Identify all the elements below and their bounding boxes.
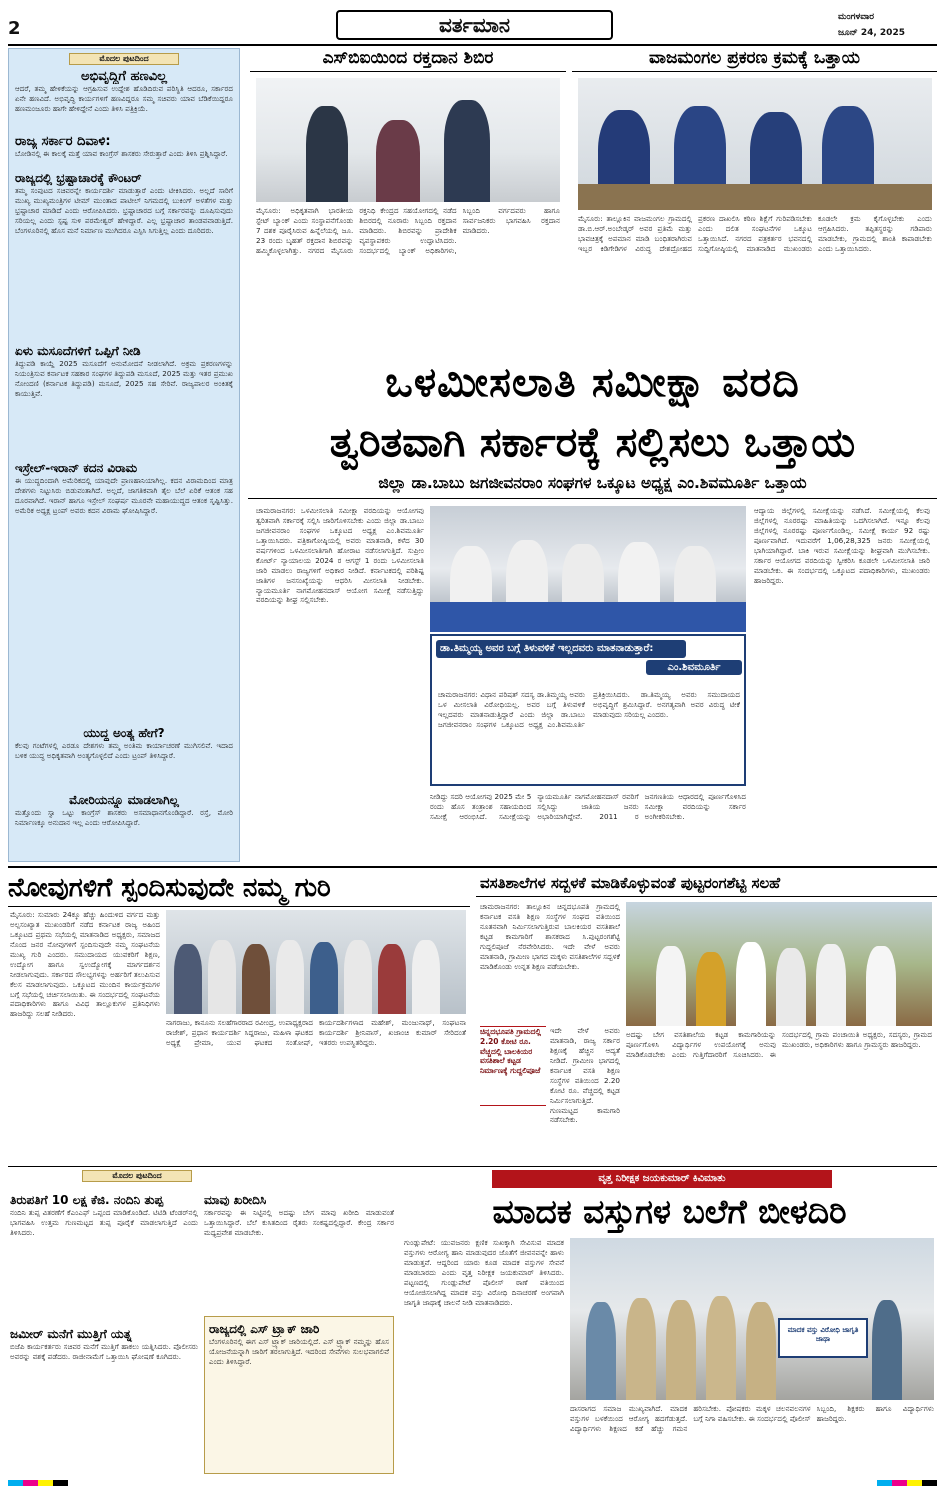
problems-photo xyxy=(166,910,466,1014)
lead-headline-line1: ಒಳಮೀಸಲಾತಿ ಸಮೀಕ್ಷಾ ವರದಿ xyxy=(385,358,800,406)
left-item-head: ಅಭಿವೃದ್ಧಿಗೆ ಹಣವಿಲ್ಲ xyxy=(80,69,168,84)
photo-person xyxy=(412,940,440,1014)
brief-head: ರಾಜ್ಯದಲ್ಲಿ ಎಸ್ ಟ್ರ್ಯಾಕ್ ಜಾರಿ xyxy=(209,1322,320,1336)
problems-body-right: ನಾಗರಾಜು, ಕಾನೂನು ಸಲಹೆಗಾರರಾದ ರವೀಂದ್ರ, ಉಪಾಧ್ಯಕ್ಷರಾದ ರಾಜೇಶ್, ಪ್ರಧಾನ ಕಾರ್ಯದರ್ಶಿ ಸಿದ್ದರಾಜು, ಮಹಿಳಾ ಘಟಕದ ಅಧ್ಯಕ್ಷೆ ಪ್ರೇಮಾ, ಯುವ ಘಟಕದ ಸಂತೋಷ್, ಕಾರ್ಯದರ್ಶಿಗಳಾದ ಮಹೇಶ್, ಮಂಜುನಾಥ್, ಸಂಘಟನಾ ಕಾರ್ಯದರ್ಶಿ ಶ್ರೀನಿವಾಸ್, ಖಜಾಂಚಿ ಕುಮಾರ್ ಸೇರಿದಂತೆ ಇತರರು ಉಪಸ್ಥಿತರಿದ್ದರು. xyxy=(166,1018,466,1047)
awareness-banner-text: ಮಾದಕ ವಸ್ತು ವಿರೋಧಿ ಜಾಗೃತಿ ಜಾಥಾ xyxy=(787,1326,859,1343)
brief-body: ಬೆಂಗಳೂರಿನಲ್ಲಿ ಈಗ ಎಸ್ ಟ್ರ್ಯಾಕ್ ಜಾರಿಯಲ್ಲಿದೆ. ಎಸ್ ಟ್ರ್ಯಾಕ್ ನಮ್ಮನ್ನು ಹೊಸ ಯೋಜನೆಯನ್ನಾಗಿ ಜಾರಿಗೆ ತರಲಾಗುತ್ತಿದೆ. ಇದರಿಂದ ಸೇವೆಗಳು ಸುಲಭವಾಗಲಿವೆ ಎಂದು ತಿಳಿಸಿದ್ದಾರೆ. xyxy=(209,1337,389,1366)
lead-body-right: ಆದ್ಯಾಯ ಜಿಲ್ಲೆಗಳಲ್ಲಿ ಸಮೀಕ್ಷೆಯನ್ನು ನಡೆಸಿದೆ. ಸಮೀಕ್ಷೆಯಲ್ಲಿ ಕೆಲವು ಜಿಲ್ಲೆಗಳಲ್ಲಿ ನೂರರಷ್ಟು ಮಾಹಿತಿಯನ್ನು ಒದಗಿಸಲಾಗಿದೆ. ಇನ್ನೂ ಕೆಲವು ಜಿಲ್ಲೆಗಳಲ್ಲಿ ನೂರರಷ್ಟು ಪೂರ್ಣಗೊಂಡಿಲ್ಲ. ಸಮೀಕ್ಷೆ ಕಾರ್ಯ 92 ರಷ್ಟು ಪೂರ್ಣವಾಗಿದೆ. ಇದುವರೆಗೆ 1,06,28,325 ಜನರು ಸಮೀಕ್ಷೆಯಲ್ಲಿ ಭಾಗಿಯಾಗಿದ್ದಾರೆ. ಬಾಕಿ ಇರುವ ಸಮೀಕ್ಷೆಯನ್ನು ಶೀಘ್ರವಾಗಿ ಮುಗಿಸಬೇಕು. ಸರ್ಕಾರ ಆಯೋಗದ ವರದಿಯನ್ನು ಸ್ವೀಕರಿಸಿ ಕೂಡಲೇ ಒಳಮೀಸಲಾತಿ ಜಾರಿ ಮಾಡಬೇಕು. ಈ ಸಂದರ್ಭದಲ್ಲಿ ಒಕ್ಕೂಟದ ಪದಾಧಿಕಾರಿಗಳು, ಮುಖಂಡರು ಹಾಜರಿದ್ದರು. xyxy=(754,506,930,585)
blood-camp-article xyxy=(250,48,566,348)
left-item-body: ಆದರೆ, ತಮ್ಮ ಹೇಳಿಕೆಯನ್ನು ಆಗ್ರಹಿಸುವ ಉದ್ದೇಶ ಹೊಡಿದಿರುವ ಪರಿಸ್ಥಿತಿ ಆದರೂ, ಸರ್ಕಾರದ ಏನೇ ಹಣವಿದೆ. ಅಭಿವೃದ್ಧಿ ಕಾರ್ಯಗಳಿಗೆ ಹಣವಿದ್ದರೂ ಸಮ್ಮ ಸಚಿವರು ಯಾವ ಬೆಡಿಕೆಯಿದ್ದರೂ ಹಣಮಂಜೂರು ಹಾಗೇ ಹೇಳಿದ್ದೇನೆ ಎಂದು ತಿಳಿಸಿ ಪತ್ರಿಕ್ರಿಯೆ. xyxy=(15,84,233,113)
left-item xyxy=(15,793,233,848)
photo-person xyxy=(310,942,338,1014)
photo-person xyxy=(242,944,270,1014)
left-kicker: ಮೊದಲ ಪುಟದಿಂದ xyxy=(69,53,179,65)
left-item xyxy=(15,726,233,793)
problems-body-top: ಮೈಸೂರು: ಸುಮಾರು 24ಕ್ಕೂ ಹೆಚ್ಚು ಹಿಂದುಳಿದ ವರ್ಗದ ಮತ್ತು ಅಲ್ಪಸಂಖ್ಯಾತ ಮುಖಂಡರಿಗೆ ನಡೆದ ಕರ್ನಾಟಕ ರಾಜ್ಯ ಅಹಿಂದ ಒಕ್ಕೂಟದ ಪ್ರಥಮ ಸಭೆಯಲ್ಲಿ ಮಾತನಾಡಿದ ಅಧ್ಯಕ್ಷರು, ಸಮಾಜದ ನೊಂದ ಜನರ ನೋವುಗಳಿಗೆ ಸ್ಪಂದಿಸುವುದೇ ನಮ್ಮ ಸಂಘಟನೆಯ ಮುಖ್ಯ ಗುರಿ ಎಂದರು. ಸಮುದಾಯದ ಯುವಕರಿಗೆ ಶಿಕ್ಷಣ, ಉದ್ಯೋಗ ಹಾಗೂ ಸ್ವಉದ್ಯೋಗಕ್ಕೆ ಮಾರ್ಗದರ್ಶನ ನೀಡಲಾಗುವುದು. ಸರ್ಕಾರದ ಸೌಲಭ್ಯಗಳನ್ನು ಅರ್ಹರಿಗೆ ತಲುಪಿಸುವ ಕೆಲಸ ಮಾಡಲಾಗುವುದು. ಒಕ್ಕೂಟದ ಮುಂದಿನ ಕಾರ್ಯಕ್ರಮಗಳ ಬಗ್ಗೆ ಸಭೆಯಲ್ಲಿ ಚರ್ಚಿಸಲಾಯಿತು. ಈ ಸಂದರ್ಭದಲ್ಲಿ ಸಂಘಟನೆಯ ಪದಾಧಿಕಾರಿಗಳು ಹಾಗೂ ವಿವಿಧ ತಾಲ್ಲೂಕುಗಳ ಪ್ರತಿನಿಧಿಗಳು ಹಾಜರಿದ್ದು ಸಲಹೆ ನೀಡಿದರು. xyxy=(10,910,160,1019)
brief-body: ನಂದಿನಿ ತುಪ್ಪ ವಿತರಣೆಗೆ ಕೆಎಂಎಫ್ ಒಪ್ಪಂದ ಮಾಡಿಕೊಂಡಿದೆ. ಟಿಟಿಡಿ ಟೆಂಡರ್‌ನಲ್ಲಿ ಭಾಗವಹಿಸಿ ಉತ್ತಮ ಗುಣಮಟ್ಟದ ತುಪ್ಪ ಪೂರೈಕೆ ಮಾಡಲಾಗುತ್ತಿದೆ ಎಂದು ತಿಳಿಸಿದರು. xyxy=(10,1208,198,1237)
problems-story xyxy=(8,870,470,1164)
left-item-body: ತಿದ್ದುಪಡಿ ಕಾಯ್ದೆ 2025 ಮಸೂದೆಗೆ ಅನುಮೋದನೆ ನೀಡಲಾಗಿದೆ. ಅಕ್ರಮ ಪ್ರಕರಣಗಳನ್ನು ನಿಯಂತ್ರಿಸುವ ಕರ್ನಾಟಕ ಸಹಕಾರ ಸಂಘಗಳ ತಿದ್ದುಪಡಿ ಮಸೂದೆ, 2025 ಮತ್ತು ಇತರ ಪ್ರಮುಖ ನೋಂದಣಿ (ಕರ್ನಾಟಕ ತಿದ್ದುಪಡಿ) ಮಸೂದೆ, 2025 ಸಹ ಸೇರಿವೆ. ರಾಜ್ಯಪಾಲರ ಅಂಕಿತಕ್ಕೆ ಕಾಯುತ್ತಿವೆ. xyxy=(15,359,233,398)
lead-body-left: ಚಾಮರಾಜನಗರ: ಒಳಮೀಸಲಾತಿ ಸಮೀಕ್ಷಾ ವರದಿಯನ್ನು ಆಯೋಗವು ತ್ವರಿತವಾಗಿ ಸರ್ಕಾರಕ್ಕೆ ಸಲ್ಲಿಸಿ ಜಾರಿಗೊಳಿಸಬೇಕು ಎಂದು ಜಿಲ್ಲಾ ಡಾ.ಬಾಬು ಜಗಜೀವನರಾಂ ಸಂಘಗಳ ಒಕ್ಕೂಟದ ಅಧ್ಯಕ್ಷ ಎಂ.ಶಿವಮೂರ್ತಿ ಒತ್ತಾಯಿಸಿದರು. ಪತ್ರಿಕಾಗೋಷ್ಠಿಯಲ್ಲಿ ಅವರು ಮಾತನಾಡಿ, ಕಳೆದ 30 ವರ್ಷಗಳಿಂದ ಒಳಮೀಸಲಾತಿಗಾಗಿ ಹೋರಾಟ ನಡೆಸಲಾಗುತ್ತಿದೆ. ಸುಪ್ರೀಂ ಕೋರ್ಟ್ ನ್ಯಾಯಾಲಯ 2024 ರ ಆಗಸ್ಟ್ 1 ರಂದು ಒಳಮೀಸಲಾತಿ ಜಾರಿ ಮಾಡಲು ರಾಜ್ಯಗಳಿಗೆ ಅಧಿಕಾರ ನೀಡಿದೆ. ಕರ್ನಾಟಕದಲ್ಲಿ ಪರಿಶಿಷ್ಟ ಜಾತಿಗಳ ಜನಸಂಖ್ಯೆಯನ್ನು ಆಧರಿಸಿ ಮೀಸಲಾತಿ ನೀಡಬೇಕು. ನ್ಯಾಯಮೂರ್ತಿ ನಾಗಮೋಹನದಾಸ್ ಆಯೋಗ ಸಮೀಕ್ಷೆ ನಡೆಸುತ್ತಿದ್ದು ವರದಿಯನ್ನು ಶೀಘ್ರ ಸಲ್ಲಿಸಬೇಕು. xyxy=(256,506,424,605)
photo-person xyxy=(706,1296,736,1400)
lead-body-bottom: ನೀಡಿದ್ದು ಸದರಿ ಆಯೋಗವು 2025 ಮೇ 5 ರಂದು ಹೊಸ ತಂತ್ರಾಂಶ ಸಹಾಯದಿಂದ ಸಮೀಕ್ಷೆ ಆರಂಭಿಸಿದೆ. ಸಮೀಕ್ಷೆಯನ್ನು ನ್ಯಾಯಮೂರ್ತಿ ನಾಗಮೋಹನದಾಸ್ ರವರಿಗೆ ಸಲ್ಲಿಸಿದ್ದು ಜಾತಿಯ ಜನರು ಅಭಾರಿಯಾಗಿದ್ದೇವೆ. 2011 ರ ಜನಗಣತಿಯ ಆಧಾರದಲ್ಲಿ ಪೂರ್ಣಗೊಳಿಸಿದ ಸಮೀಕ್ಷಾ ವರದಿಯನ್ನು ಸರ್ಕಾರ ಅಂಗೀಕರಿಸಬೇಕು. xyxy=(430,792,746,821)
hostel-body-mid: ಇದೇ ವೇಳೆ ಅವರು ಮಾತನಾಡಿ, ರಾಜ್ಯ ಸರ್ಕಾರ ಶಿಕ್ಷಣಕ್ಕೆ ಹೆಚ್ಚಿನ ಆದ್ಯತೆ ನೀಡಿದೆ. ಗ್ರಾಮೀಣ ಭಾಗದಲ್ಲಿ ಕರ್ನಾಟಕ ವಸತಿ ಶಿಕ್ಷಣ ಸಂಸ್ಥೆಗಳ ವತಿಯಿಂದ 2.20 ಕೋಟಿ ರೂ. ವೆಚ್ಚದಲ್ಲಿ ಕಟ್ಟಡ ನಿರ್ಮಿಸಲಾಗುತ್ತಿದೆ. ಗುಣಮಟ್ಟದ ಕಾಮಗಾರಿ ನಡೆಸಬೇಕು. xyxy=(550,1026,620,1125)
photo-person xyxy=(174,944,202,1014)
photo-person xyxy=(208,940,236,1014)
photo-person xyxy=(696,952,726,1026)
hostel-body-bottom: ಅದಷ್ಟು ಬೇಗ ವಸತಿಶಾಲೆಯ ಕಟ್ಟಡ ಕಾಮಗಾರಿಯನ್ನು ಪೂರ್ಣಗೊಳಿಸಿ ವಿದ್ಯಾರ್ಥಿಗಳ ಉಪಯೋಗಕ್ಕೆ ಅನುವು ಮಾಡಿಕೊಡಬೇಕು ಎಂದು ಗುತ್ತಿಗೆದಾರರಿಗೆ ಸೂಚಿಸಿದರು. ಈ ಸಂದರ್ಭದಲ್ಲಿ ಗ್ರಾಮ ಪಂಚಾಯಿತಿ ಅಧ್ಯಕ್ಷರು, ಸದಸ್ಯರು, ಗ್ರಾಮದ ಮುಖಂಡರು, ಅಧಿಕಾರಿಗಳು ಹಾಗೂ ಗ್ರಾಮಸ್ಥರು ಹಾಜರಿದ್ದರು. xyxy=(626,1030,932,1059)
drug-photo xyxy=(570,1238,934,1400)
brief-head: ಜಮೀರ್ ಮನೆಗೆ ಮುತ್ತಿಗೆ ಯತ್ನ xyxy=(10,1327,132,1341)
left-item-head: ಯುದ್ಧ ಅಂತ್ಯ ಹೇಗೆ? xyxy=(83,726,165,740)
blood-camp-photo xyxy=(256,78,560,202)
left-item-body: ಮತ್ತೊಂದು ಸ್ವಾ ಒಟ್ಟು ಕಾಂಗ್ರೆಸ್ ಶಾಸಕರು ಅಸಮಾಧಾನಗೊಂಡಿದ್ದಾರೆ. ರಸ್ತೆ, ಮೋರಿ ನಿರ್ಮಾಣಕ್ಕೂ ಅನುದಾನ ಇಲ್ಲ ಎಂದು ಆರೋಪಿಸಿದ್ದಾರೆ. xyxy=(15,808,233,827)
hostel-pull-quote xyxy=(480,1026,546,1106)
photo-person xyxy=(344,940,372,1014)
photo-person xyxy=(376,120,420,202)
photo-person xyxy=(776,948,806,1026)
left-item xyxy=(15,69,233,134)
case-demand-headline: ವಾಜಮಂಗಲ ಪ್ರಕರಣ ಕ್ರಮಕ್ಕೆ ಒತ್ತಾಯ xyxy=(572,48,937,72)
case-demand-article xyxy=(572,48,937,348)
left-item xyxy=(15,134,233,171)
photo-person xyxy=(736,942,766,1026)
drug-strap-text: ವೃತ್ತ ನಿರೀಕ್ಷಕ ಜಯಕುಮಾರ್ ಕಿವಿಮಾತು xyxy=(598,1173,726,1184)
drug-strap xyxy=(492,1170,832,1188)
hostel-pull-quote-text: ಚಿನ್ನದಭೂಪತಿ ಗ್ರಾಮದಲ್ಲಿ 2.20 ಕೋಟಿ ರೂ. ವೆಚ್ಚದಲ್ಲಿ ಬಾಲಕಿಯರ ವಸತಿಶಾಲೆ ಕಟ್ಟಡ ನಿರ್ಮಾಣಕ್ಕೆ ಗುದ್ದಲಿಪೂಜೆ xyxy=(480,1027,542,1075)
left-item-body: ಕೆಲವು ಗಂಟೆಗಳಲ್ಲಿ ಎರಡೂ ದೇಶಗಳು ತಮ್ಮ ಅಂತಿಮ ಕಾರ್ಯಾಚರಣೆ ಮುಗಿಸಲಿವೆ. ಇದಾದ ಬಳಿಕ ಯುದ್ಧ ಅಧಿಕೃತವಾಗಿ ಅಂತ್ಯಗೊಳ್ಳಲಿದೆ ಎಂದು ಟ್ರಂಪ್ ತಿಳಿಸಿದ್ದಾರೆ. xyxy=(15,741,233,760)
box-body: ಚಾಮರಾಜನಗರ: ವಿಧಾನ ಪರಿಷತ್ ಸದಸ್ಯ ಡಾ.ತಿಮ್ಮಯ್ಯ ಅವರು ಒಳ ಮೀಸಲಾತಿ ವಿರೋಧಿಯಲ್ಲ. ಅವರ ಬಗ್ಗೆ ತಿಳುವಳಿಕೆ ಇಲ್ಲದವರು ಮಾತನಾಡುತ್ತಿದ್ದಾರೆ ಎಂದು ಜಿಲ್ಲಾ ಡಾ.ಬಾಬು ಜಗಜೀವನರಾಂ ಸಂಘಗಳ ಒಕ್ಕೂಟದ ಅಧ್ಯಕ್ಷ ಎಂ.ಶಿವಮೂರ್ತಿ ಪ್ರತಿಕ್ರಿಯಿಸಿದರು. ಡಾ.ತಿಮ್ಮಯ್ಯ ಅವರು ಸಮುದಾಯದ ಅಭಿವೃದ್ಧಿಗೆ ಶ್ರಮಿಸಿದ್ದಾರೆ. ಅನಗತ್ಯವಾಗಿ ಅವರ ವಿರುದ್ಧ ಟೀಕೆ ಮಾಡುವುದು ಸರಿಯಲ್ಲ ಎಂದರು. xyxy=(438,690,740,729)
problems-headline: ನೋವುಗಳಿಗೆ ಸ್ಪಂದಿಸುವುದೇ ನಮ್ಮ ಗುರಿ xyxy=(8,870,470,907)
s-track-box xyxy=(204,1316,394,1474)
paper-name: ವರ್ತಮಾನ xyxy=(439,13,510,37)
brief-body: ಸರ್ಕಾರವನ್ನು ಈ ನಿಟ್ಟಿನಲ್ಲಿ ಅದಷ್ಟು ಬೇಗ ಮಾವು ಖರೀದಿ ಮಾಡುವಂತೆ ಒತ್ತಾಯಿಸಿದ್ದಾರೆ. ಬೆಲೆ ಕುಸಿತದಿಂದ ರೈತರು ಸಂಕಷ್ಟದಲ್ಲಿದ್ದಾರೆ. ಕೇಂದ್ರ ಸರ್ಕಾರ ಮಧ್ಯಪ್ರವೇಶ ಮಾಡಬೇಕು. xyxy=(204,1208,394,1237)
tymmayya-box xyxy=(430,634,746,786)
left-column xyxy=(8,48,240,862)
photo-person xyxy=(666,1300,696,1400)
lead-subhead: ಜಿಲ್ಲಾ ಡಾ.ಬಾಬು ಜಗಜೀವನರಾಂ ಸಂಘಗಳ ಒಕ್ಕೂಟ ಅಧ್ಯಕ್ಷ ಎಂ.ಶಿವಮೂರ್ತಿ ಒತ್ತಾಯ xyxy=(248,472,937,499)
page-number: 2 xyxy=(8,18,21,39)
masthead-logo xyxy=(336,10,613,40)
color-registration-strip xyxy=(877,1480,937,1486)
lead-story xyxy=(248,352,937,864)
drug-headline: ಮಾದಕ ವಸ್ತುಗಳ ಬಲೆಗೆ ಬೀಳದಿರಿ xyxy=(492,1192,847,1231)
brief-column xyxy=(10,1192,198,1474)
case-demand-photo xyxy=(578,78,932,210)
hostel-body-left: ಚಾಮರಾಜನಗರ: ತಾಲ್ಲೂಕಿನ ಚಿನ್ನದಭೂಪತಿ ಗ್ರಾಮದಲ್ಲಿ ಕರ್ನಾಟಕ ವಸತಿ ಶಿಕ್ಷಣ ಸಂಸ್ಥೆಗಳ ಸಂಘದ ವತಿಯಿಂದ ನೂತನವಾಗಿ ನಿರ್ಮಿಸಲಾಗುತ್ತಿರುವ ಬಾಲಕಿಯರ ವಸತಿಶಾಲೆ ಕಟ್ಟಡ ಕಾಮಗಾರಿಗೆ ಶಾಸಕರಾದ ಸಿ.ಪುಟ್ಟರಂಗಶೆಟ್ಟಿ ಗುದ್ದಲಿಪೂಜೆ ನೆರವೇರಿಸಿದರು. ಇದೇ ವೇಳೆ ಅವರು ಮಾತನಾಡಿ, ಗ್ರಾಮೀಣ ಭಾಗದ ಮಕ್ಕಳು ವಸತಿಶಾಲೆಗಳ ಸದ್ಬಳಕೆ ಮಾಡಿಕೊಂಡು ಉನ್ನತ ಶಿಕ್ಷಣ ಪಡೆಯಬೇಕು. xyxy=(480,902,620,971)
masthead-date: ಜೂನ್ 24, 2025 xyxy=(838,28,905,38)
awareness-banner xyxy=(778,1318,868,1358)
left-item-body: ಬೋಡಿನಲ್ಲಿ ಈ ಕಾಲಕ್ಕೆ ಮತ್ತೆ ಯಾವ ಕಾಂಗ್ರೆಸ್ ಶಾಸಕರು ಸೇರುತ್ತಾರೆ ಎಂದು ತಿಳಿಸಿ ಪ್ರಶ್ನಿಸಿದ್ದಾರೆ. xyxy=(15,149,228,158)
drug-body-bottom: ದಾಸರಾಗದ ಸಮಾಜ ಮುಖ್ಯವಾಗಿದೆ. ಮಾದಕ ವಸ್ತುಗಳ ಬಳಕೆಯಿಂದ ಆರೋಗ್ಯ ಹದಗೆಡುತ್ತದೆ. ವಿದ್ಯಾರ್ಥಿಗಳು ಶಿಕ್ಷಣದ ಕಡೆ ಹೆಚ್ಚು ಗಮನ ಹರಿಸಬೇಕು. ಪೋಷಕರು ಮಕ್ಕಳ ಚಲನವಲನಗಳ ಬಗ್ಗೆ ನಿಗಾ ವಹಿಸಬೇಕು. ಈ ಸಂದರ್ಭದಲ್ಲಿ ಪೊಲೀಸ್ ಸಿಬ್ಬಂದಿ, ಶಿಕ್ಷಕರು ಹಾಗೂ ವಿದ್ಯಾರ್ಥಿಗಳು ಹಾಜರಿದ್ದರು. xyxy=(570,1404,934,1433)
brief-body: ಬಿಜೆಪಿ ಕಾರ್ಯಕರ್ತರು ಸಚಿವರ ಮನೆಗೆ ಮುತ್ತಿಗೆ ಹಾಕಲು ಯತ್ನಿಸಿದರು. ಪೊಲೀಸರು ಅವರನ್ನು ವಶಕ್ಕೆ ಪಡೆದರು. ರಾಜೀನಾಮೆಗೆ ಒತ್ತಾಯಿಸಿ ಘೋಷಣೆ ಕೂಗಿದರು. xyxy=(10,1342,198,1361)
left-item-body: ಈ ಯುದ್ಧದಿಂದಾಗಿ ಅಮೆರಿಕದಲ್ಲಿ ಯಾವುದೇ ಪ್ರಾಣಹಾನಿಯಾಗಿಲ್ಲ. ಕದನ ವಿರಾಮದಿಂದ ಮಾತ್ರ ದೇಶಗಳು ನಿಟ್ಟುಸಿರು ಬಿಡುವಂತಾಗಿದೆ. ಅಲ್ಲದೆ, ಜಾಗತಿಕವಾಗಿ ತೈಲ ಬೆಲೆ ಏರಿಕೆ ಆತಂಕ ಸಹ ದೂರವಾಗಿದೆ. ಇರಾನ್ ಹಾಗೂ ಇಸ್ರೇಲ್ ಸಂಘರ್ಷ ಮೂರನೇ ಮಹಾಯುದ್ಧದ ಆತಂಕ ಸೃಷ್ಟಿಸಿತ್ತು. ಅಮೆರಿಕ ಅಧ್ಯಕ್ಷ ಟ್ರಂಪ್ ಅವರು ಕದನ ವಿರಾಮ ಘೋಷಿಸಿದ್ದಾರೆ. xyxy=(15,476,233,515)
color-registration-strip xyxy=(8,1480,68,1486)
left-item-head: ಮೋರಿಯನ್ನೂ ಮಾಡಲಾಗಿಲ್ಲ xyxy=(69,793,179,807)
bottom-left-briefs xyxy=(8,1168,396,1476)
left-item-head: ರಾಜ್ಯ ಸರ್ಕಾರ ದಿವಾಳಿ: xyxy=(15,134,111,149)
drug-story xyxy=(402,1168,937,1476)
blood-camp-headline: ಎಸ್‌ಬಿಐಯಿಂದ ರಕ್ತದಾನ ಶಿಬಿರ xyxy=(250,48,566,72)
photo-person xyxy=(378,944,406,1014)
photo-person xyxy=(626,1298,656,1400)
masthead-rule xyxy=(8,44,937,46)
section-rule xyxy=(8,1166,937,1167)
left-item xyxy=(15,461,233,726)
left-item-head: ಏಳು ಮಸೂದೆಗಳಿಗೆ ಒಪ್ಪಿಗೆ ನೀಡಿ xyxy=(15,344,141,358)
hostel-headline: ವಸತಿಶಾಲೆಗಳ ಸದ್ಬಳಕೆ ಮಾಡಿಕೊಳ್ಳುವಂತೆ ಪುಟ್ಟರಂಗಶೆಟ್ಟಿ ಸಲಹೆ xyxy=(476,870,937,897)
photo-person xyxy=(656,946,686,1026)
hostel-story xyxy=(476,870,937,1164)
left-item xyxy=(15,344,233,461)
photo-person xyxy=(444,100,490,202)
photo-person xyxy=(872,1300,902,1400)
blood-camp-body: ಮೈಸೂರು: ಅಧಿಕೃತವಾಗಿ ಭಾರತೀಯ ಸ್ಟೇಟ್ ಬ್ಯಾಂಕ್ ಎಂದು ಸಂಸ್ಥಾಪನೆಗೊಂಡು 7 ದಶಕ ಪೂರೈಸಿರುವ ಹಿನ್ನೆಲೆಯಲ್ಲಿ ಜೂ. 23 ರಂದು ಬೃಹತ್ ರಕ್ತದಾನ ಶಿಬಿರವನ್ನು ಹಮ್ಮಿಕೊಳ್ಳಲಾಗಿತ್ತು. ನಗರದ ಮೈಸೂರು ರಕ್ತನಿಧಿ ಕೇಂದ್ರದ ಸಹಯೋಗದಲ್ಲಿ ನಡೆದ ಶಿಬಿರದಲ್ಲಿ ನೂರಾರು ಸಿಬ್ಬಂದಿ ರಕ್ತದಾನ ಮಾಡಿದರು. ಶಿಬಿರವನ್ನು ಪ್ರಾದೇಶಿಕ ವ್ಯವಸ್ಥಾಪಕರು ಉದ್ಘಾಟಿಸಿದರು. ಸಂದರ್ಭದಲ್ಲಿ ಬ್ಯಾಂಕ್ ಅಧಿಕಾರಿಗಳು, ಸಿಬ್ಬಂದಿ ವರ್ಗದವರು ಹಾಗೂ ಸಾರ್ವಜನಿಕರು ಭಾಗವಹಿಸಿ ರಕ್ತದಾನ ಮಾಡಿದರು. xyxy=(256,206,560,255)
brief-head: ಮಾವು ಖರೀದಿಸಿ xyxy=(204,1193,267,1207)
bottom-kicker: ಮೊದಲ ಪುಟದಿಂದ xyxy=(82,1170,192,1182)
left-item xyxy=(15,171,233,344)
box-title-left: ಡಾ.ತಿಮ್ಮಯ್ಯ ಅವರ ಬಗ್ಗೆ ತಿಳುವಳಿಕೆ ಇಲ್ಲದವರು ಮಾತನಾಡುತ್ತಾರೆ: xyxy=(436,640,686,658)
table-cloth xyxy=(430,602,746,632)
lead-photo xyxy=(430,506,746,632)
photo-person xyxy=(866,946,896,1026)
hostel-photo xyxy=(626,902,932,1026)
brief-column xyxy=(204,1192,394,1474)
photo-person xyxy=(816,944,846,1026)
drug-body-left: ಗುಂಡ್ಲುಪೇಟೆ: ಯುವಜನರು ಕ್ಷಣಿಕ ಸುಖಕ್ಕಾಗಿ ಸೇವಿಸುವ ಮಾದಕ ವಸ್ತುಗಳು ಆರೋಗ್ಯ ಹಾನಿ ಮಾಡುವುದರ ಜೊತೆಗೆ ಜೀವನವನ್ನೇ ಹಾಳು ಮಾಡುತ್ತವೆ. ಆದ್ದರಿಂದ ಯಾರು ಕೂಡ ಮಾದಕ ವಸ್ತುಗಳ ಸೇವನೆ ಮಾಡಬಾರದು ಎಂದು ವೃತ್ತ ನಿರೀಕ್ಷಕ ಜಯಕುಮಾರ್ ತಿಳಿಸಿದರು. ಪಟ್ಟಣದಲ್ಲಿ ಗುಂಡ್ಲುಪೇಟೆ ಪೊಲೀಸ್ ಠಾಣೆ ವತಿಯಿಂದ ಆಯೋಜಿಸಲಾಗಿದ್ದ ಮಾದಕ ವಸ್ತು ವಿರೋಧಿ ದಿನಾಚರಣೆ ಅಂಗವಾಗಿ ಜಾಗೃತಿ ಜಾಥಾಕ್ಕೆ ಚಾಲನೆ ನೀಡಿ ಮಾತನಾಡಿದರು. xyxy=(404,1238,564,1307)
photo-person xyxy=(306,106,348,202)
lead-headline-line2: ತ್ವರಿತವಾಗಿ ಸರ್ಕಾರಕ್ಕೆ ಸಲ್ಲಿಸಲು ಒತ್ತಾಯ xyxy=(329,418,856,466)
table-edge xyxy=(578,184,932,210)
photo-person xyxy=(276,940,304,1014)
masthead-day: ಮಂಗಳವಾರ xyxy=(838,12,875,22)
photo-person xyxy=(586,1302,616,1400)
left-item-body: ತಮ್ಮ ಸಂಪುಟದ ಸಚಿವರನ್ನೇ ಕಾರ್ಯದರ್ಶಿ ಮಾಡುತ್ತಾರೆ ಎಂದು ಟೀಕಿಸಿದರು. ಅಲ್ಲದೆ ಸಾರಿಗೆ ಮುಖ್ಯ ಮುಖ್ಯಮಂತ್ರಿಗಳ ಟೀಮ್ ಮುಂತಾದ ಪಾಟೀಲ್ ನಿಗಮದಲ್ಲಿ ಬುಕಿಂಗ್ ಅಳತೆಗಳ ಮತ್ತು ಭ್ರಷ್ಟಾಚಾರ ಮಾಡಿದೆ ಎಂದು ಆರೋಪಿಸಿದರು. ಭ್ರಷ್ಟಾಚಾರದ ಬಗ್ಗೆ ಸರ್ಕಾರವನ್ನು ದೂಷಿಸುವುದು ಸರಿಯಲ್ಲ ಎಂದು ಸ್ಪಷ್ಟ ಸುಳಿ ಪರಮೇಶ್ವರ್ ಹೇಳಿದ್ದಾರೆ. ಎಲ್ಲ ಭ್ರಷ್ಟಾಚಾರ ತಾಂಡವವಾಡುತ್ತಿದೆ. ಬೆಂಗಳೂರಿನಲ್ಲಿ ಹೊಸ ಮನೆ ನಿರ್ಮಾಣ ಮುಗಿದರೂ ಎಸ್ಪಿಸಿ ಸಿಗುತ್ತಿಲ್ಲ ಎಂದು ದೂರಿದರು. xyxy=(15,186,233,235)
left-item-head: ರಾಜ್ಯದಲ್ಲಿ ಭ್ರಷ್ಟಾಚಾರಕ್ಕೆ ಕೌಂಟರ್ xyxy=(15,171,142,185)
brief-head: ತಿರುಪತಿಗೆ 10 ಲಕ್ಷ ಕೆಜಿ. ನಂದಿನಿ ತುಪ್ಪ xyxy=(10,1193,164,1207)
left-item-head: ಇಸ್ರೇಲ್-ಇರಾನ್ ಕದನ ವಿರಾಮ xyxy=(15,461,138,475)
case-demand-body: ಮೈಸೂರು: ತಾಲ್ಲೂಕಿನ ವಾಜಮಂಗಲ ಗ್ರಾಮದಲ್ಲಿ ಡಾ.ಬಿ.ಆರ್.ಅಂಬೇಡ್ಕರ್ ಅವರ ಪ್ರತಿಮೆ ಮತ್ತು ಭಾವಚಿತ್ರಕ್ಕೆ ಅಪಮಾನ ಮಾಡಿ ಬಂಧಿತರಾಗಿರುವ ಇಬ್ಬರ ಕಿಡಿಗೇಡಿಗಳ ವಿರುದ್ಧ ದೇಶದ್ರೋಹದ ಪ್ರಕರಣ ದಾಖಲಿಸಿ ಕಠಿಣ ಶಿಕ್ಷೆಗೆ ಗುರಿಪಡಿಸಬೇಕು ಎಂದು ದಲಿತ ಸಂಘಟನೆಗಳ ಒಕ್ಕೂಟ ಒತ್ತಾಯಿಸಿದೆ. ನಗರದ ಪತ್ರಕರ್ತರ ಭವನದಲ್ಲಿ ಸುದ್ದಿಗೋಷ್ಠಿಯಲ್ಲಿ ಮಾತನಾಡಿದ ಮುಖಂಡರು ಕೂಡಲೇ ಕ್ರಮ ಕೈಗೊಳ್ಳಬೇಕು ಎಂದು ಆಗ್ರಹಿಸಿದರು. ತಪ್ಪಿತಸ್ಥರನ್ನು ಗಡಿಪಾರು ಮಾಡಬೇಕು, ಗ್ರಾಮದಲ್ಲಿ ಶಾಂತಿ ಕಾಪಾಡಬೇಕು ಎಂದು ಒತ್ತಾಯಿಸಿದರು. xyxy=(578,214,932,253)
section-rule xyxy=(8,866,937,868)
box-title-right: ಎಂ.ಶಿವಮೂರ್ತಿ xyxy=(646,660,742,675)
photo-person xyxy=(746,1302,776,1400)
